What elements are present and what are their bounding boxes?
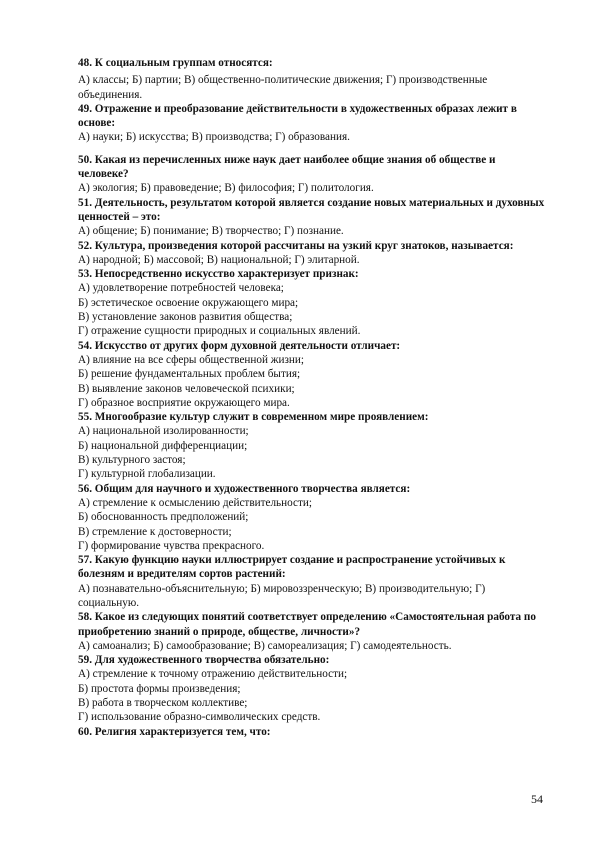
question-text: 52. Культура, произведения которой рассчитаны на узкий круг знатоков, называется:	[78, 239, 514, 252]
answer-options: А) народной; Б) массовой; В) национальной; Г) элитарной.	[78, 253, 360, 266]
answer-options: А) влияние на все сферы общественной жизни;	[78, 353, 304, 366]
answer-options: В) работа в творческом коллективе;	[78, 697, 248, 710]
answer-options: А) стремление к осмыслению действительности;	[78, 496, 312, 509]
answer-options: Г) культурной глобализации.	[78, 468, 216, 481]
question-text: 55. Многообразие культур служит в современном мире проявлением:	[78, 411, 429, 424]
question-text: 60. Религия характеризуется тем, что:	[78, 725, 271, 738]
answer-options: В) выявление законов человеческой психики;	[78, 382, 295, 395]
question-text: 58. Какое из следующих понятий соответствует определению «Самостоятельная работа по приобретению знаний о природе, обществе, личности»?	[78, 611, 536, 638]
answer-options: Б) простота формы произведения;	[78, 682, 241, 695]
answer-options: А) классы; Б) партии; В) общественно-политические движения; Г) производственные объединения.	[78, 74, 488, 101]
document-body	[78, 56, 548, 739]
answer-options: А) стремление к точному отражению действительности;	[78, 668, 348, 681]
answer-options: Б) национальной дифференциации;	[78, 439, 248, 452]
answer-options: А) самоанализ; Б) самообразование; В) самореализация; Г) самодеятельность.	[78, 639, 452, 652]
answer-options: В) установление законов развития общества;	[78, 311, 293, 324]
question-text: 59. Для художественного творчества обязательно:	[78, 654, 330, 667]
answer-options: В) стремление к достоверности;	[78, 525, 232, 538]
answer-options: Г) формирование чувства прекрасного.	[78, 539, 265, 552]
answer-options: Г) отражение сущности природных и социальных явлений.	[78, 325, 361, 338]
page-number: 54	[531, 792, 543, 806]
answer-options: А) экология; Б) правоведение; В) философия; Г) политология.	[78, 182, 374, 195]
answer-options: Г) образное восприятие окружающего мира.	[78, 396, 290, 409]
answer-options: А) познавательно-объяснительную; Б) мировоззренческую; В) производительную; Г) социальную.	[78, 582, 486, 609]
answer-options: Б) эстетическое освоение окружающего мира;	[78, 296, 299, 309]
question-text: 54. Искусство от других форм духовной деятельности отличает:	[78, 339, 401, 352]
question-text: 49. Отражение и преобразование действительности в художественных образах лежит в основе:	[78, 102, 517, 130]
question-text: 57. Какую функцию науки иллюстрирует создание и распространение устойчивых к болезням и вредителям сортов растений:	[78, 554, 506, 581]
answer-options: А) науки; Б) искусства; В) производства; Г) образования.	[78, 131, 350, 144]
answer-options: А) удовлетворение потребностей человека;	[78, 282, 284, 295]
answer-options: В) культурного застоя;	[78, 454, 186, 467]
question-text: 53. Непосредственно искусство характеризует признак:	[78, 268, 359, 281]
answer-options: А) национальной изолированности;	[78, 425, 249, 438]
spacer	[78, 145, 548, 153]
question-text: 48. К социальным группам относятся:	[78, 57, 273, 69]
question-text: 56. Общим для научного и художественного творчества является:	[78, 482, 411, 495]
question-text: 51. Деятельность, результатом которой является создание новых материальных и духовных ценностей – это:	[78, 196, 545, 223]
answer-options: Б) обоснованность предположений;	[78, 511, 249, 524]
answer-options: А) общение; Б) понимание; В) творчество; Г) познание.	[78, 225, 344, 238]
answer-options: Б) решение фундаментальных проблем бытия;	[78, 368, 301, 381]
answer-options: Г) использование образно-символических средств.	[78, 711, 321, 724]
question-text: 50. Какая из перечисленных ниже наук дает наиболее общие знания об обществе и человеке?	[78, 153, 496, 181]
